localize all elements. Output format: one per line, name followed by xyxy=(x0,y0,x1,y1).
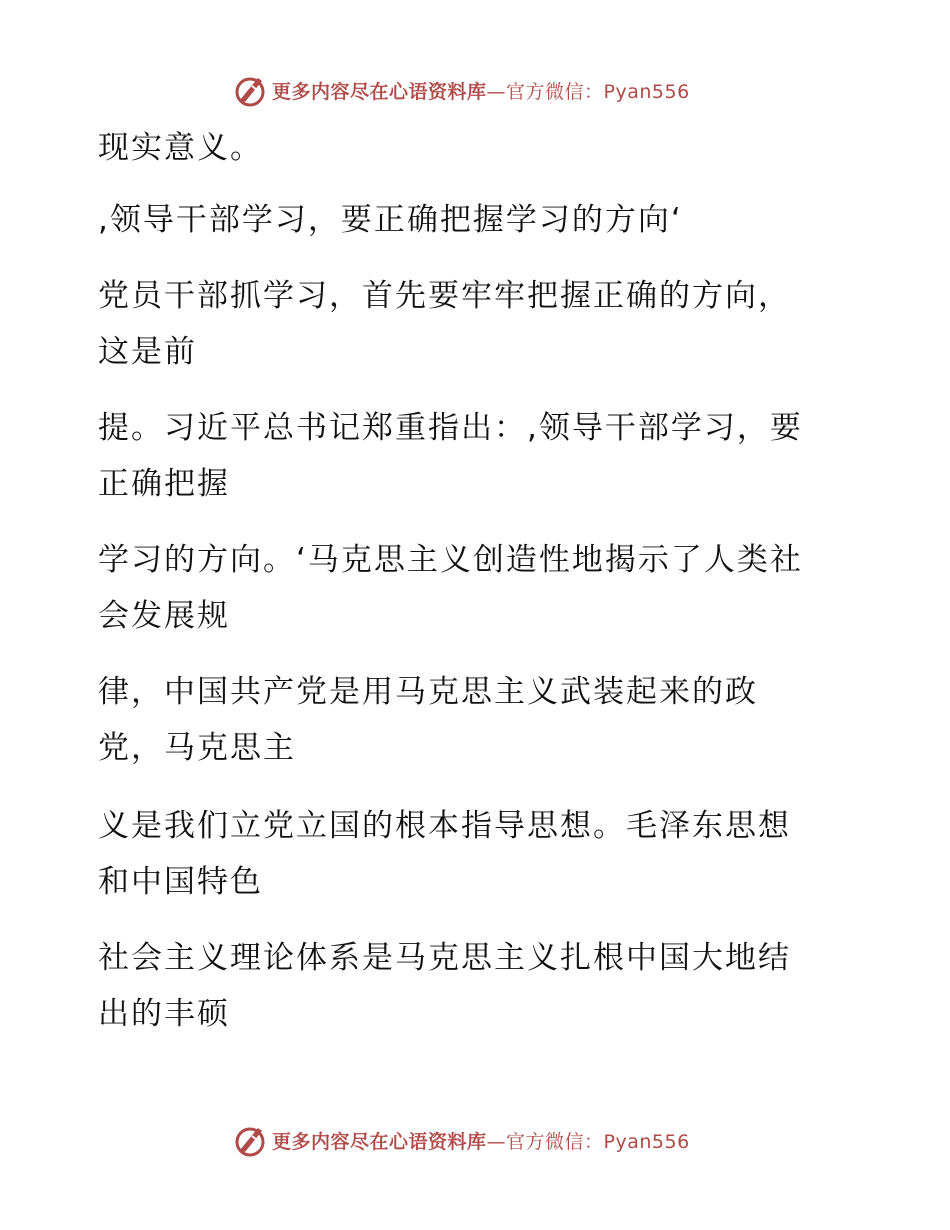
body-line-6: 正确把握 xyxy=(98,466,230,502)
quill-pen-logo-icon xyxy=(232,72,268,108)
body-line-3: 党员干部抓学习，首先要牢牢把握正确的方向， xyxy=(98,278,791,314)
quill-pen-logo-icon xyxy=(232,1122,268,1158)
body-line-11: 义是我们立党立国的根本指导思想。毛泽东思想 xyxy=(98,808,791,844)
body-line-7: 学习的方向。‘马克思主义创造性地揭示了人类社 xyxy=(98,542,803,578)
footer-banner xyxy=(232,1120,690,1160)
footer-banner-title: 更多内容尽在心语资料库 xyxy=(272,1130,487,1153)
body-line-5: 提。习近平总书记郑重指出：,领导干部学习，要 xyxy=(98,410,803,446)
header-banner-title: 更多内容尽在心语资料库 xyxy=(272,80,487,103)
body-line-12: 和中国特色 xyxy=(98,864,263,900)
body-line-8: 会发展规 xyxy=(98,598,230,634)
footer-banner-wechat: —官方微信：Pyan556 xyxy=(486,1130,690,1153)
body-line-10: 党，马克思主 xyxy=(98,730,296,766)
body-line-13: 社会主义理论体系是马克思主义扎根中国大地结 xyxy=(98,940,791,976)
header-banner-wechat: —官方微信：Pyan556 xyxy=(486,80,690,103)
body-line-1: 现实意义。 xyxy=(98,130,263,166)
body-line-4: 这是前 xyxy=(98,334,197,370)
body-line-2: ,领导干部学习，要正确把握学习的方向‘ xyxy=(98,202,683,238)
body-line-14: 出的丰硕 xyxy=(98,996,230,1032)
header-banner xyxy=(232,70,690,110)
body-line-9: 律，中国共产党是用马克思主义武装起来的政 xyxy=(98,674,758,710)
